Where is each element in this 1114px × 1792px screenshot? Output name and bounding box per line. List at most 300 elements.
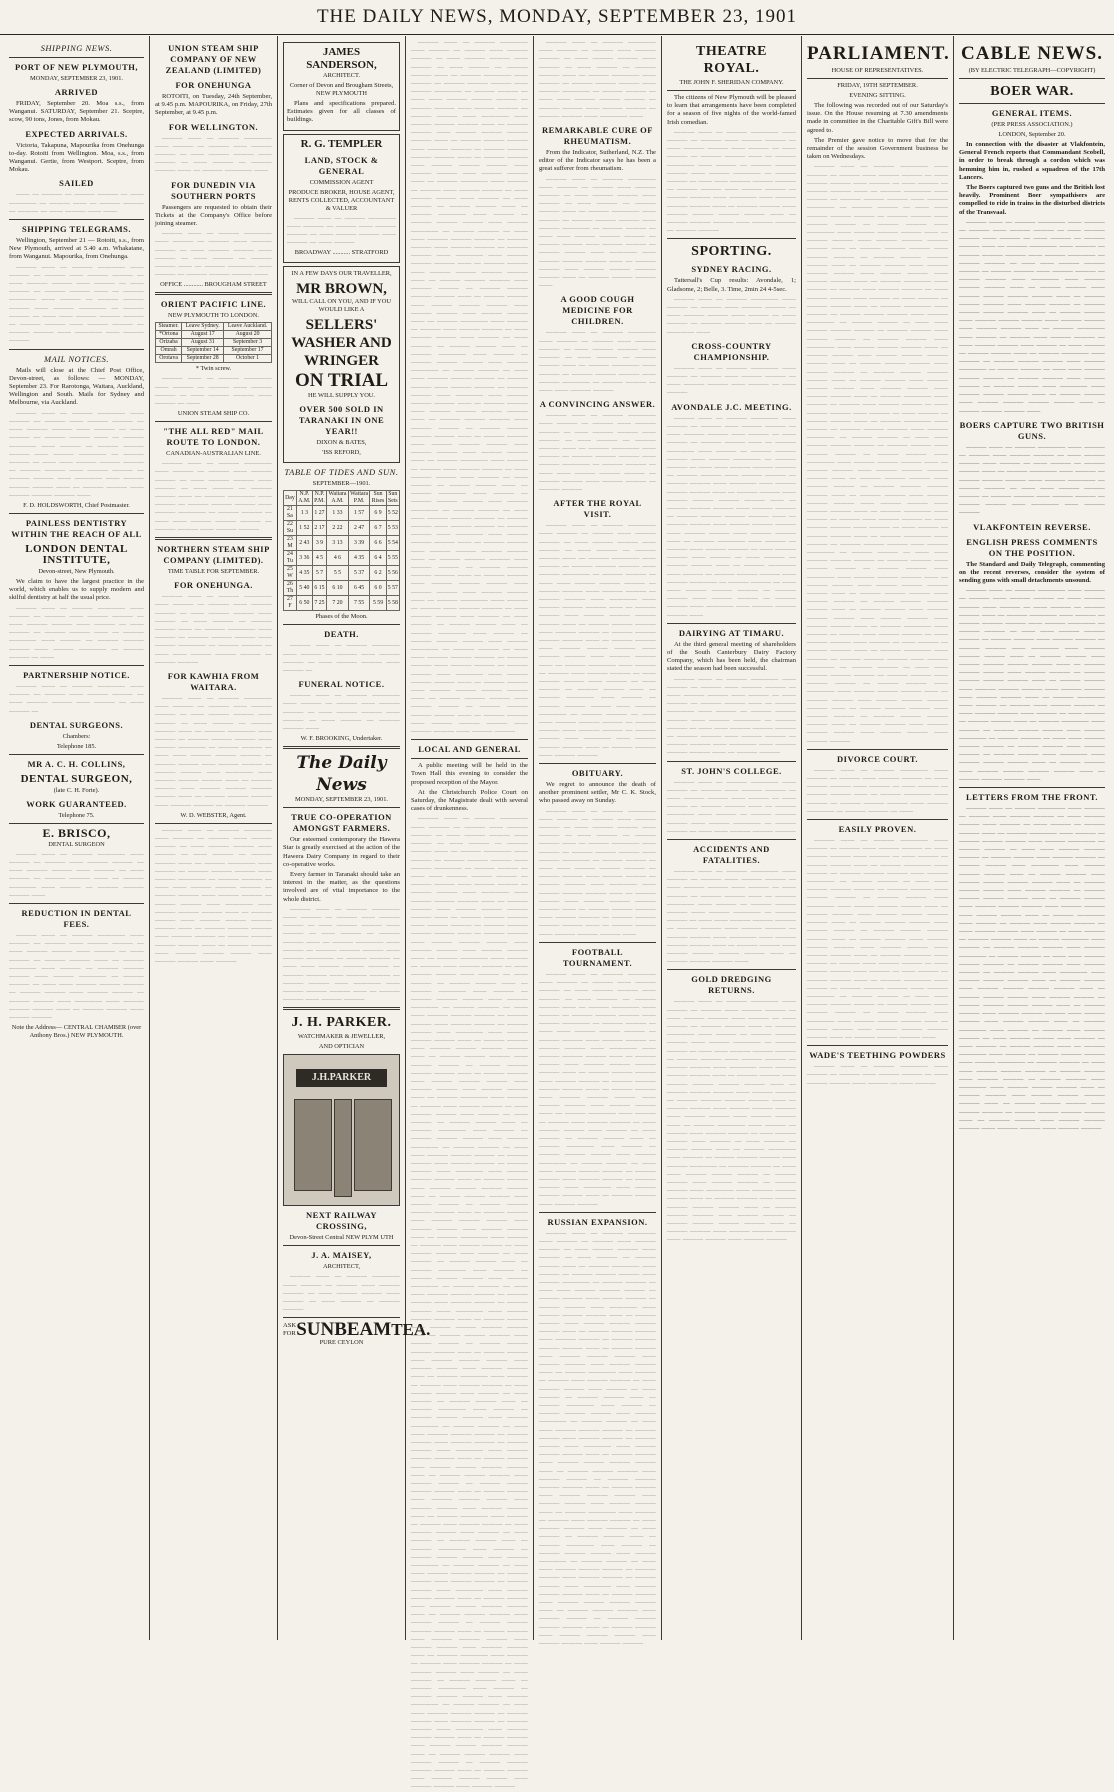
divider [411, 739, 528, 740]
obituary-heading: OBITUARY. [571, 768, 624, 779]
body-text: ——— —— — ——— ———— —— ——— — ——— —— ——— ——— — —— ——— ——— —— ——— — —— ——— — ——— ——— —— — ——— ———— —— ——— — ——— ——— ——— —— ——— ———— — ——— ——— — —— —— ——— ——— ——— — ——— ——— [155, 593, 272, 666]
allred-heading: "THE ALL RED" MAIL ROUTE TO LONDON. [163, 426, 264, 448]
column-theatre-sport [662, 36, 802, 1640]
table-cell: 3 9 [312, 536, 326, 551]
table-cell: 1 27 [312, 506, 326, 521]
railway-crossing: NEXT RAILWAY CROSSING, [305, 1210, 378, 1232]
table-cell: 6 4 [370, 551, 386, 566]
table-row [156, 339, 272, 347]
canadian-line: CANADIAN-AUSTRALIAN LINE. [166, 450, 261, 458]
maisey-name: J. A. MAISEY, [311, 1250, 372, 1261]
body-text: ——— —— — ——— ———— —— ——— — ——— —— ——— ——— — —— ——— ——— —— ——— — —— ——— — ——— ——— —— — ——— ———— —— ——— — ——— ——— ——— —— ——— ———— — ——— ——— — —— —— ——— ——— ——— — ——— ——— —— ——— ——— — ——— ——— —— ———— —— ——— ——— ——— —— — ——— ——— —— ——— ——— ——— ——— —— — ——— ——— ——— —— ——— ——— — ——— ——— ——— ——— —— — ——— ——— —— ——— ——— ——— —— ——— ——— —— ——— ——— —— — ——— ———— —— ——— — ——— —— ——— ——— — —— ——— ——— —— ——— — —— ——— — ——— ——— —— — ——— ———— —— ——— — ——— ——— ——— —— ——— ———— — ——— ——— — —— —— ——— ——— ——— — ——— ——— —— ——— ——— — ——— ——— —— ———— —— ——— ——— ——— —— — ——— ——— —— ——— ——— ——— ——— —— — ——— ——— ——— —— [959, 587, 1105, 783]
table-cell: 5 52 [386, 506, 399, 521]
body-text: ——— —— — ——— ———— —— ——— — ——— —— ——— ——— — —— ——— ——— —— ——— — —— ——— — ——— ——— —— — ——— ———— —— [155, 134, 272, 175]
cable-heading: CABLE NEWS. [961, 43, 1103, 64]
divider [283, 1007, 400, 1010]
body-text: ——— —— — ——— ———— —— ——— — ——— —— ——— ——— — —— ——— ——— —— ——— — —— ——— — ——— ——— —— — ——— ———— —— ——— — ——— ——— ——— —— ——— ———— — ——— ——— — —— [9, 604, 144, 661]
work-guaranteed: WORK GUARANTEED. [26, 798, 127, 809]
table-row [284, 551, 400, 566]
dental-surgeons-heading: DENTAL SURGEONS. [29, 719, 124, 730]
body-text: ——— —— — ——— ———— —— ——— — ——— —— ——— ——— — —— ——— ——— —— ——— — —— ——— — ——— ——— —— — ——— ———— —— ——— — ——— ——— ——— —— ——— ———— — ——— ——— — —— —— ——— ——— ——— — ——— ——— —— ——— ——— — ——— ——— —— ———— —— ——— ——— ——— —— — ——— ——— —— ——— ——— ——— ——— —— — ——— ——— ——— —— ——— ——— — ——— ——— ——— ——— —— — ——— ——— —— ——— ——— ——— —— ——— ——— —— ——— [155, 826, 272, 966]
body-text: ——— —— — ——— ———— —— ——— — ——— —— ——— ——— — —— ——— ——— —— ——— — —— ——— — ——— ——— —— — ——— ———— —— ——— — ——— ——— ——— —— ——— ———— — ——— ——— — —— —— ——— ——— ——— — ——— ——— —— ——— ——— — ——— ——— —— ———— —— ——— ——— ——— —— — ——— ——— —— ——— ——— ——— ——— —— — ——— ——— ——— —— ——— ——— — ——— ——— ——— ——— —— — ——— ——— —— ——— ——— ——— —— ——— ——— —— ——— ——— —— — ——— ———— —— ——— — ——— —— ——— ——— — —— ——— ——— —— ——— — —— ——— — ——— ——— —— — ——— ———— —— ——— — ——— ——— ——— —— ——— ———— — ——— ——— — —— —— ——— ——— ——— — ——— ——— —— ——— ——— — ——— ——— —— ———— —— ——— ——— ——— —— — ——— ——— —— ——— ——— ——— ——— —— — ——— ——— ——— —— ——— ——— — ——— ——— ——— ——— —— — ——— ——— —— ——— ——— ——— —— ——— ——— —— ——— ——— —— — ——— ———— —— ——— — ——— —— ——— ——— — —— ——— ——— —— ——— — —— ——— — ——— ——— —— — ——— ———— —— ——— — ——— ——— ——— —— ——— ———— — ——— ——— — —— —— ——— ——— ——— — ——— ——— —— ——— ——— — ——— ——— —— ———— —— ——— ——— ——— —— — ——— ——— —— ——— ——— ——— ——— —— — ——— ——— ——— —— ——— ——— — ——— ——— ——— ——— —— — ——— ——— —— ——— ——— ——— —— ——— ——— —— ——— ——— [539, 1229, 656, 1647]
table-cell: 1 57 [348, 506, 370, 521]
obituary-text: We regret to announce the death of another prominent settler, Mr C. K. Stock, who passed away on Sunday. [539, 781, 656, 805]
table-cell: 6 50 [296, 596, 312, 611]
sanderson-text: Plans and specifications prepared. Estimates given for all classes of buildings. [287, 100, 396, 124]
table-cell: 4 35 [296, 566, 312, 581]
theatre-text: The citizens of New Plymouth will be pleased to learn that arrangements have been completed for a season of five nights of the world-famed Irish comedian. [667, 94, 796, 126]
table-row [284, 581, 400, 596]
divider [9, 665, 144, 666]
divider [807, 78, 948, 79]
table-cell: 5 37 [348, 566, 370, 581]
body-text: ——— —— — ——— ———— —— ——— — ——— —— ——— ——— — —— ——— ——— —— ——— — —— ——— — ——— ——— —— — ——— ———— —— ——— — ——— ——— ——— —— ——— ———— — ——— ——— — —— —— ——— ——— ——— — ——— ——— —— ——— ——— — ——— ——— —— ———— —— ——— ——— [9, 263, 144, 345]
divorce-heading: DIVORCE COURT. [837, 753, 918, 764]
divider [155, 421, 272, 422]
divider [807, 819, 948, 820]
divider [283, 1245, 400, 1246]
body-text: ——— —— — ——— ———— —— ——— — ——— —— ——— ——— — —— ——— ——— —— ——— — —— ——— — ——— ——— —— — ——— ———— —— ——— — ——— ——— ——— —— ——— ———— — ——— ——— — —— —— ——— ——— ——— — ——— ——— —— ——— ——— — ——— ——— —— ———— —— ——— ——— ——— —— — ——— ——— —— ——— ——— ——— ——— —— — ——— ——— ——— —— ——— ——— — ——— ——— ——— ——— —— — ——— ——— —— ——— ——— ——— —— [539, 807, 656, 938]
onehunga-heading: FOR ONEHUNGA [175, 80, 252, 90]
body-text: ——— —— — ——— ———— —— ——— — ——— —— ——— ——— — —— ——— ——— —— ——— — —— ——— — ——— ——— —— — ——— ———— —— [667, 295, 796, 336]
table-row [284, 521, 400, 536]
divider [155, 292, 272, 295]
parliament-date: FRIDAY, 19TH SEPTEMBER. [837, 82, 918, 89]
divider [155, 537, 272, 540]
body-text: ——— —— — ——— ———— —— ——— — ——— —— ——— ——— — —— ——— ——— —— ——— — —— ——— — ——— ——— —— — ——— ———— —— ——— — ——— ——— ——— —— ——— ———— — ——— ——— — —— —— ——— ——— ——— — ——— ——— —— ——— ——— — ——— ——— —— ———— —— ——— ——— ——— —— — ——— ——— —— ——— ——— ——— ——— —— — ——— ——— ——— —— ——— ——— — ——— ——— ——— ——— —— — ——— ——— —— ——— ——— ——— —— ——— ——— —— ——— ——— —— — ——— ———— —— ——— — ——— —— ——— ——— — —— ——— ——— —— ——— — —— ——— — ——— ——— —— — ——— ———— —— ——— — ——— ——— ——— —— ——— ———— — ——— ——— — —— —— ——— ——— ——— — ——— ——— —— ——— ——— — ——— ——— —— ———— —— ——— ——— ——— —— — ——— ——— —— ——— ——— ——— ——— —— — ——— ——— ——— —— ——— ——— — ——— ——— ——— ——— —— — ——— ——— —— ——— ——— ——— —— ——— ——— —— ——— ——— —— — ——— ———— —— ——— — ——— —— ——— ——— — —— ——— ——— —— ——— — —— ——— — ——— ——— —— — ——— ———— —— ——— — ——— ——— ——— —— ——— ———— — ——— ——— — —— —— ——— ——— ——— — ——— ——— —— ——— ——— — ——— ——— —— ———— —— ——— ——— ——— —— — ——— ——— —— ——— ——— ——— ——— —— — ——— ——— ——— —— ——— ——— — ——— ——— ——— ——— —— — ——— ——— —— ——— ——— ——— —— ——— ——— —— ——— ——— —— — ——— ———— —— ——— — ——— —— ——— ——— — —— ——— ——— —— ——— — —— ——— — ——— ——— —— — ——— ———— —— ——— — ——— ——— ——— —— ——— ———— — ——— ——— — —— —— ——— ——— ——— — ——— ——— —— ——— ——— — ——— ——— —— ———— —— ——— ——— ——— —— — ——— ——— —— ——— ——— ——— ——— —— — ——— ——— ——— —— ——— ——— — ——— ——— ——— ——— —— — ——— ——— —— ——— ——— ——— —— ——— ——— —— ——— ——— —— — ——— ———— —— ——— — ——— —— ——— ——— — —— ——— ——— —— ——— — —— ——— — ——— ——— —— — ——— ———— —— ——— — ——— ——— ——— —— ——— ———— — ——— ——— — —— —— ——— ——— ——— — ——— ——— —— ——— ——— — ——— ——— —— ———— —— ——— ——— ——— —— — ——— ——— —— ——— ——— ——— ——— —— — ——— ——— ——— —— ——— ——— — ——— ——— ——— ——— —— — ——— ——— —— ——— ——— ——— —— ——— ——— —— ——— ——— [411, 39, 528, 736]
divider [283, 1317, 400, 1318]
table-cell: October 1 [224, 355, 272, 363]
sailed-heading: SAILED [59, 178, 94, 189]
general-items-heading: GENERAL ITEMS. [991, 108, 1073, 118]
captured-guns-heading: BOERS CAPTURE TWO BRITISH GUNS. [959, 419, 1105, 441]
expected-heading: EXPECTED ARRIVALS. [25, 128, 128, 139]
table-cell: 2 17 [312, 521, 326, 536]
body-text: ——— —— — ——— ———— —— ——— — ——— —— ——— ——— — —— ——— ——— —— ——— — —— ——— — ——— ——— —— — ——— ———— —— ——— — ——— ——— ——— —— ——— ———— — ——— ——— — —— —— ——— ——— ——— — ——— ——— —— ——— ——— — ——— ——— [539, 412, 656, 493]
agent-signature: W. D. WEBSTER, Agent. [180, 811, 247, 819]
powders-heading: WADE'S TEETHING POWDERS [809, 1050, 946, 1061]
table-cell: September 17 [224, 347, 272, 355]
tides-heading: TABLE OF TIDES AND SUN. [284, 467, 399, 478]
port-date: MONDAY, SEPTEMBER 23, 1901. [29, 75, 124, 82]
table-cell: 5 59 [370, 596, 386, 611]
onehunga-text: ROTOITI, on Tuesday, 24th September, at 9.45 p.m. MAPOURIKA, on Friday, 27th September, at 9.45 p.m. [155, 93, 272, 117]
broadway-line: BROADWAY ........... STRATFORD [294, 249, 389, 257]
table-cell: 6 15 [312, 581, 326, 596]
shop-door [334, 1099, 352, 1197]
divider [959, 787, 1105, 788]
table-row [284, 506, 400, 521]
body-text: ——— —— — ——— ———— —— ——— — ——— —— ——— ——— — —— ——— ——— —— ——— — —— ——— — ——— ——— —— — ——— ———— —— ——— — ——— ——— ——— —— ——— ———— — ——— ——— — —— [807, 766, 948, 815]
address-note: Note the Address— CENTRAL CHAMBER (over Anthony Bros.) NEW PLYMOUTH. [11, 1024, 142, 1040]
divider [283, 624, 400, 625]
table-cell: Orizaba [156, 339, 182, 347]
column-parliament [802, 36, 954, 1640]
divider [9, 903, 144, 904]
sheridan-company: THE JOHN F. SHERIDAN COMPANY. [679, 79, 784, 86]
divider [411, 758, 528, 759]
table-cell: 6 10 [327, 581, 349, 596]
table-header: N.P. A.M. [298, 491, 311, 505]
body-text: —— — ——— — ——— ——— — —— ———— — ——— —— — ——— ——— — ——— — —— ——— —— —— [9, 191, 144, 215]
column-steamers [150, 36, 278, 1640]
tides-table [283, 490, 400, 611]
table-cell: 4 5 [312, 551, 326, 566]
body-text: ——— —— — ——— ———— —— ——— — ——— —— ——— ——— — —— ——— ——— —— ——— — —— ——— [807, 1063, 948, 1087]
table-row [284, 536, 400, 551]
mail-heading: MAIL NOTICES. [44, 353, 109, 364]
divider [9, 349, 144, 350]
table-cell: August 17 [182, 331, 224, 339]
divider [539, 942, 656, 943]
table-cell: 6 9 [370, 506, 386, 521]
divider [959, 78, 1105, 79]
table-cell: 5 7 [312, 566, 326, 581]
table-cell: 6 7 [370, 521, 386, 536]
divider [9, 823, 144, 824]
twin-screw-note: * Twin screw. [195, 365, 232, 373]
table-cell: 1 52 [296, 521, 312, 536]
kawhia-heading: FOR KAWHIA FROM WAITARA. [167, 670, 260, 692]
northern-heading: NORTHERN STEAM SHIP COMPANY (LIMITED). [157, 544, 270, 566]
divider [667, 90, 796, 91]
produce-broker: PRODUCE BROKER, HOUSE AGENT, RENTS COLLECTED, ACCOUNTANT & VALUER [288, 188, 395, 212]
local-text-2: At the Christchurch Police Court on Saturday, the Magistrate dealt with several cases of drunkenness. [411, 788, 528, 813]
dixon-bates: DIXON & BATES, [316, 439, 367, 447]
table-cell: 21 Sa [284, 506, 297, 521]
cough-heading: A GOOD COUGH MEDICINE FOR CHILDREN. [560, 294, 635, 327]
telephone-185: Telephone 185. [56, 742, 97, 750]
postmaster: F. D. HOLDSWORTH, Chief Postmaster. [23, 501, 130, 509]
table-cell: 5 5 [327, 566, 349, 581]
table-header-row [284, 491, 400, 506]
parliament-text: The following was recorded out of our Saturday's issue. On the House resuming at 7.30 amendments made in committee in the Charitable Gift's Bill were agreed to. [807, 102, 948, 134]
arrived-text: FRIDAY, September 20. Moa s.s., from Wanganui. SATURDAY, September 21. Sceptre, scow, 90 tons, Jones, from Mokau. [9, 100, 144, 124]
house-heading: HOUSE OF REPRESENTATIVES. [831, 67, 924, 74]
cable-sub: (BY ELECTRIC TELEGRAPH—COPYRIGHT) [968, 67, 1096, 74]
masthead: THE DAILY NEWS, MONDAY, SEPTEMBER 23, 1901 [0, 0, 1114, 35]
column-cable [954, 36, 1110, 1640]
body-text: ——— —— — ——— ———— —— ——— — ——— —— ——— ——— — —— ——— ——— —— ——— — —— ——— — [9, 682, 144, 715]
dentistry-text: We claim to have the largest practice in the world, which enables us to supply modern and skilful dentistry at half the usual price. [9, 577, 144, 602]
table-header: Waitara A.M. [328, 491, 347, 505]
table-header: Steamer. [156, 323, 182, 331]
body-text: ——— —— — ——— ———— —— ——— — ——— —— ——— ——— — —— ——— ——— —— ——— — —— ——— — ——— ——— —— — ——— ———— —— ——— — ——— ——— ——— —— ——— ———— — ——— ——— — —— —— ——— ——— ——— — ——— ——— —— ——— ——— — ——— ——— —— ———— —— ——— ——— [959, 443, 1105, 517]
shop-window [294, 1099, 332, 1191]
table-cell: 2 22 [327, 521, 349, 536]
maisey-sub: ARCHITECT, [323, 1263, 360, 1271]
iss-reford: 'ISS REFORD, [322, 449, 361, 457]
telephone-75: Telephone 75. [58, 811, 95, 819]
table-cell: 24 Tu [284, 551, 297, 566]
table-cell: 1 33 [327, 506, 349, 521]
death-heading: DEATH. [324, 629, 359, 640]
port-title: PORT OF NEW PLYMOUTH, [14, 62, 139, 72]
dentistry-heading: PAINLESS DENTISTRY WITHIN THE REACH OF ALL [11, 517, 142, 539]
timetable-heading: TIME TABLE FOR SEPTEMBER. [167, 568, 260, 576]
table-cell: 3 36 [296, 551, 312, 566]
table-row [156, 347, 272, 355]
divider [9, 513, 144, 514]
body-text: ——— —— — ——— ———— —— ——— — ——— —— ——— ——— — —— ——— ——— —— ——— — —— [155, 375, 272, 408]
shop-window [354, 1099, 392, 1191]
few-days: IN A FEW DAYS OUR TRAVELLER, [291, 270, 392, 278]
land-stock: LAND, STOCK & GENERAL [304, 154, 379, 176]
sellers-washer: SELLERS' WASHER AND WRINGER [291, 317, 392, 370]
railway-sub: Devon-Street Central NEW PLYM UTH [289, 1234, 394, 1242]
table-cell: 6 45 [348, 581, 370, 596]
divider [9, 754, 144, 755]
accidents-heading: ACCIDENTS AND FATALITIES. [693, 844, 770, 866]
table-cell: 7 25 [312, 596, 326, 611]
moon-phases: Phases of the Moon. [315, 613, 368, 621]
dairy-text: At the third general meeting of shareholders of the South Canterbury Dairy Factory Company, which has been held, the chairman stated the season had been successful. [667, 640, 796, 673]
sunbeam-ask: ASK FOR [283, 1322, 297, 1338]
table-cell: August 31 [182, 339, 224, 347]
body-text: ——— —— — ——— ———— —— ——— — ——— —— ——— ——— — —— ——— ——— —— ——— — —— ——— — ——— ——— —— — ——— ———— —— ——— — ——— ——— ——— —— ——— ———— — ——— ——— — —— —— ——— ——— ——— — ——— ——— —— ——— ——— — ——— ——— —— ———— —— ——— ——— ——— —— — ——— ——— —— ——— ——— ——— ——— —— — ——— ——— ——— —— ——— ——— — ——— ——— ——— ——— —— — ——— ——— —— ——— ——— ——— —— ——— ——— —— ——— ——— —— — ——— ———— —— ——— — ——— —— ——— ——— — —— ——— ——— —— ——— — —— ——— — ——— ——— —— — ——— ———— —— ——— — ——— ——— ——— —— ——— ———— — ——— ——— — —— —— ——— ——— ——— — ——— ——— —— ——— ——— — ——— ——— —— ———— —— ——— ——— ——— —— [667, 414, 796, 619]
body-text: ——— —— — ——— ———— —— ——— — ——— —— ——— ——— — —— ——— ——— —— ——— — —— ——— — ——— ——— —— — ——— ———— —— ——— — ——— ——— ——— —— ——— ———— — ——— ——— — —— —— ——— ——— ——— — ——— ——— —— ——— ——— — ——— ——— —— ———— —— ——— ——— ——— —— — ——— ——— —— ——— ——— ——— ——— —— — ——— ——— ——— —— [667, 868, 796, 966]
divider [667, 623, 796, 624]
arrived-heading: ARRIVED [54, 87, 99, 97]
body-text: ——— —— — ——— ———— —— ——— — ——— —— ——— ——— — —— ——— ——— —— ——— — —— ——— — ——— ——— —— — ——— ———— —— ——— — ——— ——— ——— —— ——— ———— — ——— ——— — —— —— ——— ——— ——— — ——— ——— —— ——— ——— — ——— ——— —— ———— —— ——— ——— ——— —— — ——— ——— —— ——— ——— [9, 931, 144, 1022]
table-cell: 26 Th [284, 581, 297, 596]
table-header-row [156, 323, 272, 331]
divider [667, 761, 796, 762]
dairying-heading: DAIRYING AT TIMARU. [678, 627, 785, 638]
table-cell: 4 6 [327, 551, 349, 566]
table-cell: 3 13 [327, 536, 349, 551]
partnership-heading: PARTNERSHIP NOTICE. [23, 669, 130, 680]
mr-brown: MR BROWN, [296, 281, 387, 298]
table-row [284, 596, 400, 611]
table-header: Sun Sets [387, 491, 398, 505]
cable-dateline: LONDON, September 20. [998, 131, 1066, 138]
body-text: ——— —— — ——— ———— —— ——— — ——— —— ——— ——— — —— ——— ——— —— ——— — —— ——— — ——— ——— —— — ——— ———— —— ——— — ——— ——— ——— —— ——— ———— — ——— ——— — —— —— ——— ——— ——— — ——— ——— —— ——— ——— — ——— ——— —— ———— —— ——— ——— ——— —— — ——— ——— —— ——— ——— ——— —— [9, 409, 144, 499]
union-agents: UNION STEAM SHIP CO. [177, 410, 250, 418]
expected-text: Victoria, Takapuna, Mapourika from Onehunga to-day. Rotoiti from Wellington. Moa, s.s., from Wanganui. Gertie, from Westport. Sceptre, from Mokau. [9, 141, 144, 174]
brisco-name: E. BRISCO, [42, 825, 111, 840]
sport-text: Tattersall's Cup results: Avondale, 1; Gladsome, 2; Belle, 3. Time, 2min 24 4-5sec. [667, 277, 796, 293]
table-cell: 2 43 [296, 536, 312, 551]
table-row [156, 331, 272, 339]
office-line: OFFICE ............ BROUGHAM STREET [160, 281, 267, 289]
telegrams-heading: SHIPPING TELEGRAMS. [21, 224, 131, 235]
mail-text: Mails will close at the Chief Post Office, Devon-street, as follows: — MONDAY, September 23. For Rarotonga, Waitara, Auckland, Wellington and South. Mails for Sydney and Melbourne, via Auckland. [9, 366, 144, 407]
cable-text-3: The Standard and Daily Telegraph, commenting on the recent reverses, consider the system of sending guns with small detachments unsound. [959, 560, 1105, 584]
washer-ad [283, 266, 400, 463]
funeral-signature: W. F. BROOKING, Undertaker. [300, 735, 383, 743]
parliament-heading: PARLIAMENT. [807, 43, 950, 64]
divider [807, 1045, 948, 1046]
body-text: ——— —— — ——— ———— —— ——— — ——— —— ——— ——— — —— ——— ——— —— ——— — —— ——— — ——— ——— —— — ——— ———— —— ——— — ——— ——— ——— —— ——— ———— — ——— ——— — —— —— ——— ——— ——— — ——— ——— —— ——— ——— — ——— ——— —— ———— —— ——— ——— ——— —— — ——— ——— —— ——— ——— ——— ——— —— — ——— ——— ——— —— ——— ——— — ——— ——— ——— ——— —— — ——— ——— —— ——— ——— ——— —— ——— ——— —— ——— ——— —— — ——— ———— —— ——— — ——— —— ——— ——— — —— ——— ——— —— ——— — —— ——— — ——— ——— —— — ——— ———— —— ——— — ——— ——— ——— —— ——— ———— — ——— ——— — —— —— ——— ——— ——— — ——— ——— —— ——— ——— — ——— ——— —— ———— —— ——— ——— ——— —— — ——— ——— —— ——— ——— ——— ——— —— — ——— ——— ——— —— [807, 837, 948, 1041]
brisco-sub: DENTAL SURGEON [48, 840, 105, 848]
onehunga2-heading: FOR ONEHUNGA. [174, 580, 253, 591]
column-adverts [278, 36, 431, 1640]
divider [283, 807, 400, 808]
table-cell: 25 W [284, 566, 297, 581]
vlakfontein-heading: VLAKFONTEIN REVERSE. [973, 521, 1091, 532]
cooperation-text: Our esteemed contemporary the Hawera Star is greatly exercised at the action of the Hawera Dairy Company in regard to their co-operative works. [283, 836, 400, 868]
sanderson-name: JAMES SANDERSON, [306, 46, 377, 71]
football-heading: FOOTBALL TOURNAMENT. [562, 946, 633, 968]
table-header: Waitara P.M. [350, 491, 369, 505]
shopfront-illustration [283, 1054, 400, 1206]
cable-text-2: The Boers captured two guns and the British lost heavily. Prominent Boer sympathisers are compelled to ride in trains in the disturbed districts of the Transvaal. [959, 184, 1105, 216]
tea-word: TEA. [391, 1320, 431, 1340]
orient-sub: NEW PLYMOUTH TO LONDON. [168, 312, 259, 320]
columns [4, 36, 1110, 1791]
tickets-text: Passengers are requested to obtain their Tickets at the Company's Office before joining steamer. [155, 203, 272, 228]
union-company: UNION STEAM SHIP COMPANY OF NEW ZEALAND (LIMITED) [165, 43, 262, 75]
sanderson-architect: ARCHITECT. [323, 72, 360, 79]
divider [959, 103, 1105, 104]
body-text: ——— —— — ——— ———— —— ——— — ——— —— ——— ——— — —— ——— ——— —— ——— — —— ——— — ——— ——— —— — ——— ———— —— ——— — ——— ——— ——— —— ——— ———— — ——— ——— — —— —— ——— ——— ——— — ——— ——— —— ——— ——— — ——— ——— —— ———— —— ——— ——— ——— —— — ——— ——— [667, 675, 796, 757]
body-text: ——— —— — ——— ———— —— ——— — ——— —— ——— ——— — —— ——— ——— —— ——— — —— ——— — ——— ——— —— — ——— ———— —— ——— — ——— ——— ——— —— ——— ———— — ——— ——— — —— —— ——— ——— ——— — ——— ——— —— ——— ——— — ——— ——— —— ———— —— ——— ——— ——— —— — ——— ——— —— ——— ——— ——— ——— —— — ——— ——— ——— —— ——— ——— — ——— ——— ——— ——— —— — ——— ——— —— ——— ——— ——— —— ——— ——— —— ——— ——— —— — ——— ———— —— ——— — ——— —— ——— ——— — —— ——— ——— —— ——— — —— ——— — ——— ——— —— — ——— ———— —— ——— — ——— ——— ——— —— ——— ———— — ——— ——— — —— —— ——— ——— ——— — ——— ——— —— ——— ——— — ——— ——— —— ———— —— ——— ——— ——— —— — ——— ——— —— ——— ——— ——— ——— —— — ——— ——— ——— —— ——— ——— — ——— ——— ——— ——— —— — ——— ——— —— ——— ——— ——— —— ——— ——— —— ——— ——— —— — ——— ———— —— ——— — ——— —— ——— ——— — —— ——— ——— —— ——— — —— ——— — ——— ——— —— — ——— ———— —— ——— — ——— ——— ——— —— ——— ———— — ——— ——— — —— —— ——— ——— ——— — ——— ——— —— ——— ——— — ——— ——— —— ———— —— ——— ——— ——— —— — ——— ——— —— ——— ——— ——— ——— —— — ——— ——— ——— —— ——— ——— — ——— ——— ——— ——— —— — ——— ——— —— ——— ——— ——— —— ——— ——— —— ——— ——— [959, 805, 1105, 1132]
table-cell: 7 20 [327, 596, 349, 611]
body-text: ——— —— — ——— ———— —— ——— — ——— —— ——— ——— — —— ——— ——— —— ——— — —— ——— — ——— ——— —— — ——— ———— —— ——— — ——— ——— ——— —— ——— ———— — ——— ——— — —— —— ——— ——— ——— — ——— ——— —— ——— ——— — ——— ——— —— ———— —— ——— ——— ——— —— — ——— ——— —— ——— ——— ——— ——— —— — ——— ——— ——— —— ——— ——— — ——— ——— ——— ——— —— — ——— ——— —— ——— ——— ——— —— ——— ——— —— ——— ——— —— — ——— ———— —— ——— — ——— —— ——— ——— — —— ——— ——— —— ——— — —— ——— — ——— ——— —— — ——— ———— —— ——— — ——— ——— ——— —— ——— ———— — ——— ——— — —— —— ——— ——— ——— — ——— ——— —— ——— ——— — ——— ——— —— ———— —— ——— ——— ——— —— — ——— ——— —— ——— ——— [539, 970, 656, 1208]
table-cell: September 28 [182, 355, 224, 363]
body-text: ——— —— — ——— ———— —— ——— — ——— —— ——— ——— — —— ——— ——— —— ——— — —— ——— — ——— ——— —— — ——— ———— —— ——— — ——— ——— ——— —— ——— ———— — ——— ——— — —— —— ——— ——— ——— — ——— ——— —— ——— ——— — ——— ——— —— ———— —— ——— ——— ——— —— — ——— ——— —— ——— ——— ——— ——— —— — ——— ——— ——— —— ——— ——— — ——— ——— ——— ——— —— — ——— ——— —— ——— ——— ——— —— ——— ——— —— ——— ——— —— — ——— ———— —— ——— — ——— —— ——— ——— — —— ——— ——— —— ——— — —— ——— — ——— ——— —— — ——— ———— —— ——— — ——— ——— ——— —— ——— ———— — ——— ——— — —— —— ——— ——— ——— — ——— ——— —— ——— ——— — ——— ——— —— ———— —— ——— ——— ——— —— — ——— ——— —— ——— ——— ——— ——— —— — ——— ——— ——— —— [959, 218, 1105, 415]
sporting-heading: SPORTING. [691, 244, 772, 260]
parker-optician: AND OPTICIAN [318, 1043, 365, 1051]
table-cell: 5 40 [296, 581, 312, 596]
sanderson-address: Corner of Devon and Brougham Streets, NEW PLYMOUTH [289, 82, 394, 97]
body-text: ——— —— — ——— ———— —— ——— — ——— —— ——— ——— — —— ——— ——— —— ——— — —— ——— — ——— ——— —— — ——— ———— —— ——— — ——— ——— ——— —— ——— ———— — ——— ——— — —— —— ——— ——— ——— — ——— ——— —— ——— ——— — ——— ——— —— ———— —— ——— ——— ——— —— — ——— ——— —— ——— ——— ——— ——— —— — ——— ——— ——— —— ——— ——— — ——— ——— ——— ——— —— — ——— ——— —— ——— ——— ——— —— ——— ——— —— ——— ——— —— — ——— ———— —— ——— — ——— —— ——— ——— — —— ——— ——— —— ——— — —— ——— — ——— ——— —— — ——— ———— —— ——— — ——— ——— ——— —— ——— ———— — ——— ——— — —— —— ——— ——— ——— — ——— ——— —— ——— ——— — ——— ——— —— ———— —— ——— ——— ——— —— — ——— ——— —— ——— ——— ——— ——— —— — ——— ——— ——— —— ——— ——— — ——— ——— ——— ——— —— — ——— ——— —— ——— ——— ——— —— ——— ——— —— ——— ——— —— — ——— ———— —— ——— — ——— —— ——— ——— — —— ——— ——— —— ——— — —— ——— — ——— ——— —— — ——— ———— —— ——— — ——— ——— ——— —— ——— ———— — ——— ——— — —— —— ——— ——— ——— — ——— ——— —— ——— ——— — ——— ——— —— ———— —— ——— ——— ——— —— — ——— ——— —— ——— ——— ——— ——— —— — ——— ——— ——— —— ——— ——— — ——— ——— ——— ——— —— — ——— ——— —— ——— ——— ——— —— ——— ——— —— ——— ——— —— — ——— ———— —— ——— — ——— —— ——— ——— — —— ——— ——— —— ——— — —— ——— — ——— ——— —— — ——— ———— —— ——— — ——— ——— ——— —— ——— ———— — ——— ——— — —— —— ——— ——— ——— — ——— ——— —— ——— ——— — ——— ——— —— ———— —— ——— ——— ——— —— — ——— ——— —— ——— ——— ——— ——— —— — ——— ——— ——— —— ——— ——— — ——— ——— ——— ——— —— — ——— ——— —— ——— ——— ——— —— ——— ——— —— ——— ——— —— — ——— ———— —— ——— — ——— —— ——— ——— — —— ——— ——— —— ——— — —— ——— — ——— ——— —— — ——— ———— —— ——— — ——— ——— ——— —— ——— ———— — ——— ——— — —— —— ——— ——— ——— — ——— ——— —— ——— ——— — ——— ——— —— ———— —— ——— ——— ——— —— — ——— ——— —— ——— ——— ——— ——— —— — ——— ——— ——— —— ——— ——— — ——— ——— ——— ——— —— — ——— ——— —— ——— ——— ——— —— ——— ——— —— ——— ——— [807, 163, 948, 745]
proven-heading: EASILY PROVEN. [838, 824, 917, 835]
table-row [284, 566, 400, 581]
boer-war-heading: BOER WAR. [990, 84, 1074, 99]
table-cell: Omrah [156, 347, 182, 355]
divider [667, 839, 796, 840]
convincing-heading: A CONVINCING ANSWER. [539, 399, 656, 410]
shop-sign: J.H.PARKER [296, 1069, 387, 1087]
sunbeam-ad [283, 1319, 431, 1341]
body-text: ——— —— — ——— ———— —— ——— — ——— —— ——— ——— — —— ——— ——— —— ——— — —— ——— [287, 214, 396, 247]
body-text: ——— —— — ——— ———— —— ——— — ——— —— ——— ——— — —— ——— ——— —— ——— — —— ——— — ——— ——— —— — ——— ———— —— ——— — ——— ——— ——— —— ——— ———— — ——— ——— — —— —— ——— ——— ——— — ——— ——— —— ——— ——— — ——— ——— —— ———— —— ——— ——— ——— —— — ——— ——— —— ——— ——— ——— ——— —— — ——— ——— ——— —— ——— ——— — ——— ——— ——— ——— —— — ——— ——— —— ——— ——— ——— —— ——— ——— —— ——— ——— —— — ——— ———— —— ——— — ——— —— ——— ——— — —— ——— ——— —— ——— — —— ——— — ——— ——— —— — ——— ———— —— ——— — ——— ——— ——— —— ——— ———— — ——— ——— — —— —— ——— ——— ——— — ——— ——— —— ——— ——— — ——— ——— —— ———— —— ——— ——— ——— —— — ——— ——— —— ——— ——— ——— ——— —— — ——— ——— ——— —— ——— ——— — ——— ——— ——— ——— —— — ——— ——— —— ——— ——— ——— —— ——— ——— —— ——— ——— [667, 998, 796, 1244]
body-text: ——— —— — ——— ———— —— ——— — ——— —— ——— ——— — —— ——— ——— —— ——— — —— ——— — ——— ——— —— — ——— ———— —— ——— — ——— ——— ——— —— ——— ———— — ——— ——— — —— —— ——— ——— ——— — ——— ——— —— ——— ——— — ——— ——— —— ———— —— ——— ——— ——— —— — ——— ——— —— ——— ——— ——— ——— —— — ——— ——— ——— —— ——— ——— — ——— ——— [155, 694, 272, 809]
table-cell: September 14 [182, 347, 224, 355]
divider [667, 969, 796, 970]
funeral-heading: FUNERAL NOTICE. [298, 679, 385, 690]
telegrams-text: Wellington, September 21 — Rotoiti, s.s., from New Plymouth, arrived at 5.40 a.m. Whakatane, from Wanganui. Mapourika, from Onehunga. [9, 237, 144, 261]
parliament-text-2: The Premier gave notice to move that for the remainder of the session Government business be taken on Wednesdays. [807, 136, 948, 161]
body-text: ——— —— — ——— ———— —— ——— — ——— —— ——— ——— — —— ——— ——— —— ——— — —— ——— — ——— ——— —— — ——— ———— —— ——— — ——— ——— ——— —— ——— ———— — ——— ——— — —— —— ——— ——— ——— — ——— ——— —— ——— ——— [155, 460, 272, 533]
shipping-title: SHIPPING NEWS. [40, 43, 113, 53]
body-text: ——— —— — ——— ———— —— ——— — ——— —— ——— ——— — —— ——— ——— —— ——— — —— ——— — ——— ——— [283, 1273, 400, 1314]
table-cell: 6 6 [370, 536, 386, 551]
sunbeam-word: SUNBEAM [296, 1319, 392, 1341]
college-heading: ST. JOHN'S COLLEGE. [681, 765, 782, 776]
divider [667, 238, 796, 239]
commission-agent: COMMISSION AGENT [309, 178, 374, 186]
body-text: ——— —— — ——— ———— —— ——— — ——— —— ——— ——— — —— ——— ——— —— ——— — —— ——— — ——— ——— —— — ——— ———— —— ——— — ——— ——— ——— —— ——— ———— — ——— ——— — —— —— ——— ——— ——— — ——— ——— —— ——— ——— — ——— ——— —— ———— —— ——— ——— ——— —— — ——— ——— —— ——— ——— [283, 905, 400, 1004]
table-header: Day [284, 491, 297, 506]
column-shipping [4, 36, 150, 1640]
table-cell: 5 57 [386, 581, 399, 596]
body-text: ——— —— — ——— ———— —— ——— — ——— —— ——— ——— — —— ——— ——— —— ——— — —— ——— — ——— ——— —— — ——— ———— —— ——— — ——— ——— ——— —— [155, 230, 272, 279]
body-text: ——— —— — ——— ———— —— ——— — ——— —— ——— ——— — —— ——— ——— —— ——— — —— ——— — ——— ——— —— — ——— ———— —— ——— — ——— ——— ——— —— [9, 850, 144, 899]
body-text: ——— —— — ——— ———— —— ——— — ——— —— ——— ——— — —— ——— ——— —— ——— — —— ——— — ——— ——— —— — ——— ———— —— ——— — ——— ——— ——— —— ——— ———— — ——— ——— — —— —— ——— ——— [539, 329, 656, 394]
table-cell: 1 3 [296, 506, 312, 521]
table-cell: 22 Su [284, 521, 297, 536]
table-cell: 7 55 [348, 596, 370, 611]
divider [283, 746, 400, 749]
dunedin-heading: FOR DUNEDIN VIA SOUTHERN PORTS [171, 179, 256, 201]
table-cell: August 20 [224, 331, 272, 339]
russian-heading: RUSSIAN EXPANSION. [547, 1216, 648, 1227]
templer-ad [283, 134, 400, 264]
orient-table [155, 322, 272, 363]
cross-country-heading: CROSS-COUNTRY CHAMPIONSHIP. [691, 340, 772, 362]
royal-visit-heading: AFTER THE ROYAL VISIT. [553, 498, 642, 520]
table-cell: 3 39 [348, 536, 370, 551]
table-cell: Orotava [156, 355, 182, 363]
letters-heading: LETTERS FROM THE FRONT. [965, 792, 1099, 803]
divider [539, 1212, 656, 1213]
institute-title: LONDON DENTAL INSTITUTE, [25, 542, 128, 566]
divider [9, 57, 144, 58]
theatre-heading: THEATRE ROYAL. [696, 44, 767, 76]
divider [807, 749, 948, 750]
body-text: ——— —— — ——— ———— —— ——— — ——— —— ——— ——— — —— ——— ——— —— ——— — —— ——— — ——— ——— —— — ——— ———— —— ——— — ——— ——— ——— —— ——— ———— — ——— ——— — —— —— ——— ——— ——— — ——— ——— —— ——— ——— — ——— ——— —— ———— —— ——— ——— ——— —— — ——— ——— —— ——— ——— ——— ——— —— — ——— ——— ——— —— [539, 175, 656, 290]
table-header: Leave Auckland. [224, 323, 272, 331]
rheumatism-heading: REMARKABLE CURE OF RHEUMATISM. [541, 125, 653, 147]
body-text: ——— —— — ——— ———— —— ——— — ——— —— ——— ——— — —— ——— ——— —— ——— — —— ——— [667, 364, 796, 397]
table-cell: 5 54 [386, 536, 399, 551]
divider [9, 219, 144, 220]
rheumatism-text: From the Indicator, Sutherland, N.Z. The editor of the Indicator says he has been a great sufferer from rheumatism. [539, 149, 656, 173]
table-cell: 5 53 [386, 521, 399, 536]
table-header: Leave Sydney. [182, 323, 224, 331]
comments-heading: ENGLISH PRESS COMMENTS ON THE POSITION. [966, 536, 1098, 558]
table-cell: 5 56 [386, 566, 399, 581]
table-cell: 23 M [284, 536, 297, 551]
body-text: ——— —— — ——— ———— —— ——— — ——— —— ——— ——— — —— ——— ——— —— ——— — —— ——— — ——— ——— —— — ——— ———— —— ——— — ——— ——— ——— —— ——— ———— — ——— ——— — —— —— ——— ——— ——— — ——— ——— —— ——— ——— — ——— ——— —— ———— —— ——— ——— ——— —— — ——— ——— —— ——— ——— ——— ——— —— — ——— ——— ——— —— ——— ——— — ——— ——— [667, 128, 796, 235]
body-text: ——— —— — ——— ———— —— ——— — ——— —— ——— ——— — —— ——— ——— —— ——— — —— ——— — ——— ——— —— — ——— ———— —— ——— — ——— ——— ——— —— ——— ———— — ——— ——— — —— —— ——— ——— ——— — ——— ——— —— ——— ——— — ——— ——— —— ———— —— ——— ——— ——— —— — ——— ——— —— ——— ——— ——— ——— —— — ——— ——— ——— —— ——— ——— — ——— ——— ——— ——— —— — ——— ——— —— ——— ——— ——— —— ——— ——— —— ——— ——— —— — ——— ———— —— ——— — ——— —— ——— ——— — —— ——— ——— —— ——— — —— ——— — ——— ——— —— — ——— ———— —— ——— — ——— ——— ——— —— ——— ———— — ——— ——— — —— —— ——— ——— ——— — ——— ——— —— ——— ——— — ——— ——— —— ———— —— ——— ——— ——— —— — ——— ——— —— ——— ——— ——— ——— —— — ——— ——— ——— —— ——— ——— — ——— ——— ——— ——— —— — ——— ——— —— ——— ——— ——— —— ——— ——— —— ——— ——— —— — ——— ———— —— ——— — ——— —— ——— ——— — —— ——— ——— —— ——— — —— ——— — ——— ——— —— — ——— ———— —— ——— — ——— ——— ——— —— ——— ———— — ——— ——— — —— —— ——— ——— ——— — ——— ——— —— ——— ——— — ——— ——— —— ———— —— ——— ——— ——— —— — ——— ——— —— ——— ——— ——— ——— —— — ——— ——— ——— —— ——— ——— — ——— ——— ——— ——— —— — ——— ——— —— ——— ——— ——— —— ——— ——— —— ——— ——— —— — ——— ———— —— ——— — ——— —— ——— ——— — —— ——— ——— —— ——— — —— ——— — ——— ——— —— — ——— ———— —— ——— — ——— ——— ——— —— ——— ———— — ——— ——— — —— —— ——— ——— ——— — ——— ——— —— ——— ——— — ——— ——— —— ———— —— ——— ——— ——— —— — ——— ——— —— ——— ——— ——— ——— —— — ——— ——— ——— —— ——— ——— — ——— ——— ——— ——— —— — ——— ——— —— ——— ——— ——— —— ——— ——— —— ——— ——— —— — ——— ———— —— ——— — ——— —— ——— ——— — —— ——— ——— —— ——— — —— ——— — ——— ——— —— — ——— ———— —— ——— — ——— ——— ——— —— ——— ———— — ——— ——— — —— —— ——— ——— ——— — ——— ——— —— ——— ——— — ——— ——— —— ———— —— ——— ——— ——— —— — ——— ——— —— ——— ——— ——— ——— —— — ——— ——— ——— —— ——— ——— — ——— ——— ——— ——— —— — ——— ——— —— ——— ——— ——— —— ——— ——— —— ——— ——— —— — ——— ———— —— ——— — ——— —— ——— ——— — —— ——— ——— —— ——— — —— ——— — ——— ——— —— — ——— ———— —— ——— — ——— ——— ——— —— ——— ———— — ——— ——— — —— —— ——— ——— ——— — ——— ——— —— ——— ——— — ——— ——— —— ———— —— ——— ——— ——— —— — ——— ——— —— ——— ——— ——— ——— —— — ——— ——— ——— —— ——— ——— — ——— ——— ——— ——— —— — ——— ——— —— ——— ——— ——— —— ——— ——— —— ——— ——— —— — ——— ———— —— ——— — ——— —— ——— ——— — —— ——— ——— —— ——— — —— ——— — ——— ——— —— — ——— ———— —— ——— — ——— ——— ——— —— ——— ———— — ——— ——— — —— —— ——— ——— ——— — ——— ——— —— ——— ——— — ——— ——— —— ———— —— ——— ——— ——— —— — ——— ——— —— ——— ——— ——— ——— —— — ——— ——— ——— —— ——— ——— — ——— ——— ——— ——— —— — ——— ——— —— ——— ——— ——— —— ——— ——— —— ——— ——— [411, 815, 528, 1791]
body-text: ——— —— — ——— ———— —— ——— — ——— —— ——— ——— — —— ——— ——— —— ——— — —— ——— — ——— ——— —— [283, 692, 400, 733]
table-header: N.P. P.M. [314, 491, 325, 505]
column-news [406, 36, 534, 1791]
paper-date: MONDAY, SEPTEMBER 23, 1901. [294, 796, 389, 804]
on-trial: ON TRIAL [294, 370, 389, 392]
table-header: Sun Rises [371, 491, 385, 505]
cable-text: In connection with the disaster at Vlakfontein, General French reports that Commandant Scobell, in order to break through a cordon which was hemming him in, rushed a squadron of the 17th Lancers. [959, 141, 1105, 181]
divider [539, 763, 656, 764]
table-cell: 6 0 [370, 581, 386, 596]
paper-title: The Daily News [296, 753, 387, 796]
press-association: (PER PRESS ASSOCIATION.) [991, 121, 1073, 128]
parker-name: J. H. PARKER. [291, 1015, 392, 1031]
table-cell: 5 58 [386, 596, 399, 611]
collins-title: DENTAL SURGEON, [20, 772, 133, 785]
table-row [156, 355, 272, 363]
table-cell: *Ortona [156, 331, 182, 339]
body-text: ——— —— — ——— ———— —— ——— — ——— —— ——— ——— — —— ——— ——— —— ——— — [283, 642, 400, 675]
over-500-sold: OVER 500 SOLD IN TARANAKI IN ONE YEAR!! [298, 404, 385, 437]
racing-heading: SYDNEY RACING. [691, 264, 772, 275]
body-text: ——— —— — ——— ———— —— ——— — ——— —— ——— ——— — —— ——— ——— —— ——— — —— ——— — ——— ——— —— — ——— ———— —— ——— — ——— ——— ——— —— ——— ———— — ——— ——— — —— —— ——— ——— ——— — ——— ——— —— ——— ——— — ——— ——— —— ———— —— [539, 39, 656, 120]
evening-sitting: EVENING SITTING. [849, 92, 906, 99]
avondale-heading: AVONDALE J.C. MEETING. [671, 401, 792, 412]
will-call: WILL CALL ON YOU, AND IF YOU WOULD LIKE A [292, 298, 391, 314]
cooperation-heading: TRUE CO-OPERATION AMONGST FARMERS. [291, 812, 392, 834]
column-articles [534, 36, 662, 1647]
wellington-heading: FOR WELLINGTON. [168, 121, 259, 132]
local-heading: LOCAL AND GENERAL [418, 744, 521, 755]
reduction-heading: REDUCTION IN DENTAL FEES. [21, 907, 132, 929]
divider [155, 823, 272, 824]
tides-month: SEPTEMBER—1901. [312, 480, 371, 488]
